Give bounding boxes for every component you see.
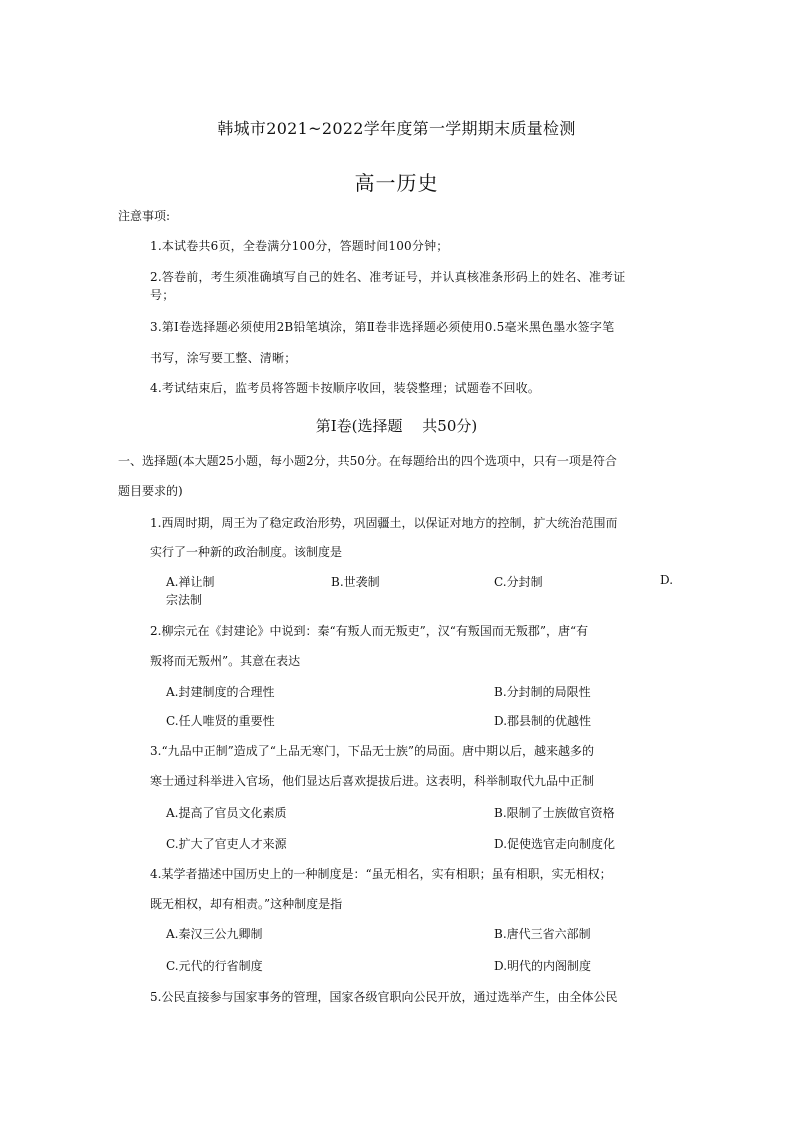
question-1-option-c: C.分封制 bbox=[494, 575, 543, 589]
part-instructions: 一、选择题(本大题25小题，每小题2分，共50分。在每题给出的四个选项中，只有一项是符合 bbox=[118, 454, 617, 468]
question-1-stem: 1.西周时期，周王为了稳定政治形势，巩固疆土，以保证对地方的控制，扩大统治范围而 bbox=[150, 516, 618, 530]
question-3-option-b: B.限制了士族做官资格 bbox=[494, 806, 615, 820]
question-3-option-c: C.扩大了官吏人才来源 bbox=[166, 837, 287, 851]
question-4-option-b: B.唐代三省六部制 bbox=[494, 927, 591, 941]
question-5-stem: 5.公民直接参与国家事务的管理，国家各级官职向公民开放，通过选举产生，由全体公民 bbox=[150, 990, 618, 1004]
note-item: 2.答卷前，考生须准确填写自己的姓名、准考证号，并认真核准条形码上的姓名、准考证 bbox=[150, 270, 626, 284]
question-4-stem: 既无相权，却有相责。”这种制度是指 bbox=[150, 897, 343, 911]
question-1-option-a: A.禅让制 bbox=[166, 575, 215, 589]
question-2-option-a: A.封建制度的合理性 bbox=[166, 685, 275, 699]
question-1-stem: 实行了一种新的政治制度。该制度是 bbox=[150, 545, 343, 559]
question-1-option-b: B.世袭制 bbox=[331, 575, 380, 589]
note-item: 号； bbox=[150, 288, 175, 302]
question-2-stem: 叛将而无叛州”。其意在表达 bbox=[150, 654, 301, 668]
question-3-option-d: D.促使选官走向制度化 bbox=[494, 837, 616, 851]
question-4-stem: 4.某学者描述中国历史上的一种制度是：“虽无相名，实有相职；虽有相职，实无相权； bbox=[150, 867, 612, 881]
question-3-stem: 3.“九品中正制”造成了“上品无寒门，下品无士族”的局面。唐中期以后，越来越多的 bbox=[150, 744, 594, 758]
question-4-option-d: D.明代的内阁制度 bbox=[494, 959, 592, 973]
question-1-option-d-text: 宗法制 bbox=[166, 593, 203, 607]
question-4-option-a: A.秦汉三公九卿制 bbox=[166, 927, 263, 941]
section-title: 第Ⅰ卷(选择题 共50分) bbox=[315, 417, 478, 435]
subject-title: 高一历史 bbox=[354, 171, 439, 195]
question-3-option-a: A.提高了官员文化素质 bbox=[166, 806, 287, 820]
exam-title: 韩城市2021~2022学年度第一学期期末质量检测 bbox=[217, 119, 576, 138]
question-2-option-b: B.分封制的局限性 bbox=[494, 685, 591, 699]
question-2-stem: 2.柳宗元在《封建论》中说到：秦“有叛人而无叛吏”，汉“有叛国而无叛郡”，唐“有 bbox=[150, 624, 589, 638]
question-1-option-d: D. bbox=[660, 573, 674, 587]
note-item: 书写，涂写要工整、清晰； bbox=[150, 351, 297, 365]
note-item: 4.考试结束后，监考员将答题卡按顺序收回，装袋整理；试题卷不回收。 bbox=[150, 381, 541, 395]
question-2-option-c: C.任人唯贤的重要性 bbox=[166, 714, 275, 728]
question-4-option-c: C.元代的行省制度 bbox=[166, 959, 263, 973]
note-item: 1.本试卷共6页，全卷满分100分，答题时间100分钟； bbox=[150, 239, 449, 253]
question-2-option-d: D.郡县制的优越性 bbox=[494, 714, 592, 728]
notes-heading: 注意事项: bbox=[118, 209, 171, 223]
question-3-stem: 寒士通过科举进入官场，他们显达后喜欢提拔后进。这表明，科举制取代九品中正制 bbox=[150, 774, 595, 788]
note-item: 3.第Ⅰ卷选择题必须使用2B铅笔填涂，第Ⅱ卷非选择题必须使用0.5毫米黑色墨水签字笔 bbox=[150, 320, 615, 334]
part-instructions: 题目要求的) bbox=[118, 484, 183, 498]
